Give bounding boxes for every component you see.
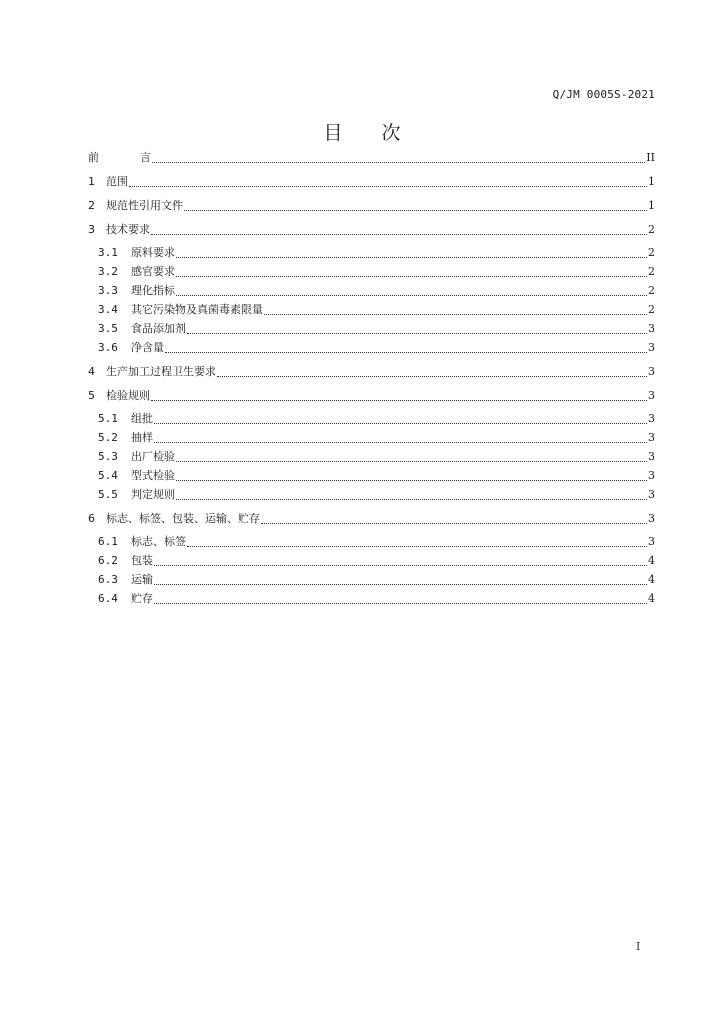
toc-entry-number: 6.1 [98,535,118,548]
toc-entry[interactable] [98,340,655,356]
toc-entry[interactable] [88,222,655,238]
toc-entry-label: 抽样 [131,431,153,444]
toc-entry[interactable] [98,283,655,299]
toc-entry-page: 2 [648,284,655,297]
toc-entry[interactable] [98,487,655,503]
toc-entry-page: 3 [648,535,655,548]
toc-leader-dots [176,276,647,277]
toc-leader-dots [176,480,647,481]
toc-leader-dots [151,234,647,235]
toc-entry-page: 4 [648,592,655,605]
document-code: Q/JM 0005S-2021 [552,88,655,101]
toc-entry-label: 食品添加剂 [131,322,186,335]
toc-entry-label: 包装 [131,554,153,567]
toc-entry[interactable] [88,174,655,190]
toc-entry-page: 3 [648,488,655,501]
toc-leader-dots [165,352,647,353]
toc-entry[interactable] [88,198,655,214]
toc-entry[interactable] [98,321,655,337]
toc-entry-number: 3.5 [98,322,118,335]
toc-entry-label: 理化指标 [131,284,175,297]
toc-leader-dots [152,162,645,163]
toc-entry-label: 技术要求 [106,223,150,236]
toc-entry-label: 范围 [106,175,128,188]
toc-entry[interactable] [98,572,655,588]
toc-entry-label: 原料要求 [131,246,175,259]
toc-entry-number: 3.1 [98,246,118,259]
toc-entry-label: 组批 [131,412,153,425]
toc-entry[interactable] [98,591,655,607]
toc-entry-page: 2 [648,265,655,278]
toc-entry-number: 2 [88,199,95,212]
toc-entry-label: 其它污染物及真菌毒素限量 [131,303,263,316]
toc-entry-label: 生产加工过程卫生要求 [106,365,216,378]
toc-entry-number: 1 [88,175,95,188]
toc-entry-number: 3 [88,223,95,236]
toc-entry[interactable] [98,534,655,550]
toc-entry-label: 出厂检验 [131,450,175,463]
toc-entry-number: 6.4 [98,592,118,605]
toc-entry[interactable] [98,264,655,280]
toc-entry[interactable] [88,150,655,166]
toc-entry[interactable] [88,511,655,527]
toc-entry-number: 5.5 [98,488,118,501]
toc-entry-label: 言 [140,151,151,164]
toc-entry-label: 感官要求 [131,265,175,278]
toc-leader-dots [261,523,647,524]
toc-entry-page: 1 [648,199,655,212]
toc-entry-page: 4 [648,554,655,567]
toc-entry-page: 3 [648,322,655,335]
toc-entry-page: 3 [648,412,655,425]
toc-leader-dots [154,423,647,424]
toc-entry-page: 4 [648,573,655,586]
toc-leader-dots [217,376,647,377]
toc-entry[interactable] [98,411,655,427]
toc-entry-number: 6.2 [98,554,118,567]
toc-entry[interactable] [98,430,655,446]
toc-entry[interactable] [88,364,655,380]
toc-entry-label: 标志、标签、包装、运输、贮存 [106,512,260,525]
toc-entry-page: 3 [648,389,655,402]
toc-entry-page: 3 [648,512,655,525]
toc-entry-page: 3 [648,469,655,482]
toc-entry-page: 3 [648,365,655,378]
toc-entry-label: 标志、标签 [131,535,186,548]
toc-entry[interactable] [98,468,655,484]
toc-entry-page: 2 [648,223,655,236]
toc-entry-number: 3.3 [98,284,118,297]
toc-entry-number: 5 [88,389,95,402]
title-char-1: 目 [323,122,343,144]
toc-entry-number: 6 [88,512,95,525]
toc-leader-dots [154,442,647,443]
toc-leader-dots [151,400,647,401]
toc-entry-page: 3 [648,431,655,444]
toc-entry-page: 3 [648,450,655,463]
toc-entry-label: 贮存 [131,592,153,605]
footer-page-number: I [636,940,641,953]
toc-entry[interactable] [98,245,655,261]
toc-entry-number: 4 [88,365,95,378]
toc-entry-label: 运输 [131,573,153,586]
toc-entry-page: 2 [648,246,655,259]
toc-entry-number: 3.4 [98,303,118,316]
page-title [0,118,724,145]
toc-leader-dots [176,461,647,462]
toc-entry-page: 2 [648,303,655,316]
toc-entry-number: 前 [88,151,99,164]
toc-entry-number: 5.4 [98,469,118,482]
toc-entry[interactable] [98,449,655,465]
toc-leader-dots [187,333,647,334]
toc-entry-label: 判定规则 [131,488,175,501]
toc-leader-dots [129,186,647,187]
toc-entry-page: 1 [648,175,655,188]
toc-entry-number: 5.2 [98,431,118,444]
title-char-2: 次 [381,122,401,144]
toc-leader-dots [154,603,647,604]
toc-entry[interactable] [98,553,655,569]
toc-leader-dots [187,546,647,547]
toc-entry-label: 规范性引用文件 [106,199,183,212]
toc-leader-dots [176,295,647,296]
toc-entry-number: 5.1 [98,412,118,425]
toc-leader-dots [264,314,647,315]
toc-entry-label: 型式检验 [131,469,175,482]
toc-entry-number: 5.3 [98,450,118,463]
toc-entry-number: 3.2 [98,265,118,278]
toc-entry-page: 3 [648,341,655,354]
toc-entry-label: 检验规则 [106,389,150,402]
toc-leader-dots [184,210,647,211]
toc-entry[interactable] [88,388,655,404]
toc-entry-number: 6.3 [98,573,118,586]
toc-leader-dots [176,257,647,258]
toc-entry-number: 3.6 [98,341,118,354]
toc-leader-dots [154,565,647,566]
toc-leader-dots [176,499,647,500]
toc-leader-dots [154,584,647,585]
toc-entry-page: II [646,151,655,164]
toc-entry[interactable] [98,302,655,318]
toc-entry-label: 净含量 [131,341,164,354]
